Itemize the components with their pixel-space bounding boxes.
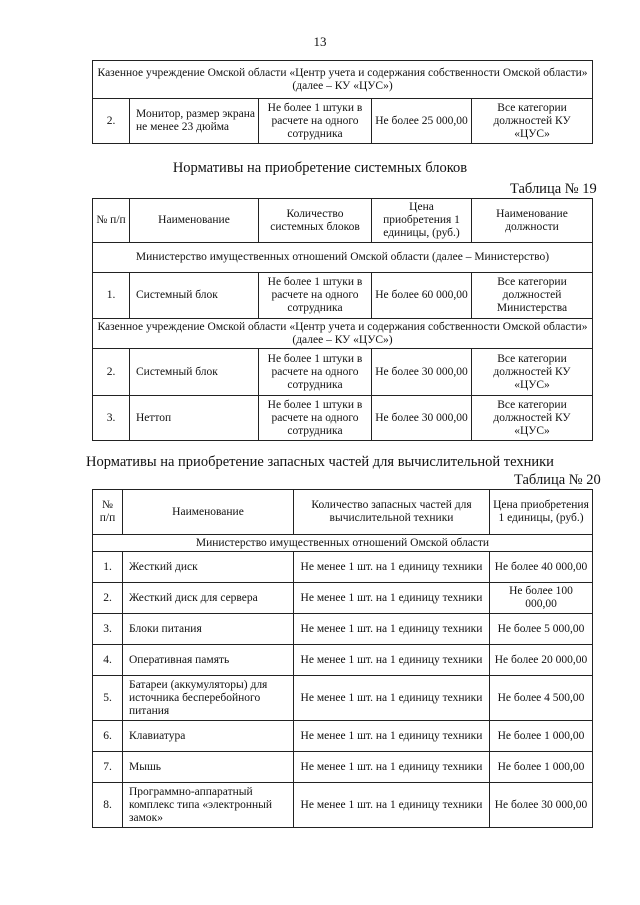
header-quantity: Количество запасных частей для вычислительной техники xyxy=(294,490,490,535)
header-price: Цена приобретения 1 единицы, (руб.) xyxy=(372,199,472,243)
table-row xyxy=(93,583,593,614)
item-quantity: Не менее 1 шт. на 1 единицу техники xyxy=(294,676,490,721)
table-row xyxy=(93,676,593,721)
item-name: Батареи (аккумуляторы) для источника бесперебойного питания xyxy=(123,676,294,721)
header-name: Наименование xyxy=(130,199,259,243)
item-price: Не более 30 000,00 xyxy=(372,349,472,396)
item-quantity: Не менее 1 шт. на 1 единицу техники xyxy=(294,583,490,614)
item-price: Не более 40 000,00 xyxy=(490,552,593,583)
item-name: Блоки питания xyxy=(123,614,294,645)
table-row xyxy=(93,99,593,144)
item-quantity: Не более 1 штуки в расчете на одного сотрудника xyxy=(259,349,372,396)
item-name: Жесткий диск для сервера xyxy=(123,583,294,614)
header-num: № п/п xyxy=(93,199,130,243)
table-row xyxy=(93,783,593,828)
item-price: Не более 25 000,00 xyxy=(372,99,472,144)
item-name: Жесткий диск xyxy=(123,552,294,583)
table-18-continuation xyxy=(92,60,593,144)
row-number: 8. xyxy=(93,783,123,828)
item-quantity: Не менее 1 шт. на 1 единицу техники xyxy=(294,721,490,752)
item-price: Не более 100 000,00 xyxy=(490,583,593,614)
item-name: Программно-аппаратный комплекс типа «электронный замок» xyxy=(123,783,294,828)
table-header-row xyxy=(93,199,593,243)
item-name: Мышь xyxy=(123,752,294,783)
item-name: Неттоп xyxy=(130,396,259,441)
item-name: Системный блок xyxy=(130,273,259,319)
table-row xyxy=(93,614,593,645)
item-quantity: Не менее 1 шт. на 1 единицу техники xyxy=(294,614,490,645)
item-quantity: Не более 1 штуки в расчете на одного сотрудника xyxy=(259,396,372,441)
row-number: 2. xyxy=(93,99,130,144)
row-number: 7. xyxy=(93,752,123,783)
row-number: 5. xyxy=(93,676,123,721)
table-row xyxy=(93,752,593,783)
table-19 xyxy=(92,198,593,441)
section-title: Казенное учреждение Омской области «Центр учета и содержания собственности Омской области» (далее – КУ «ЦУС») xyxy=(93,61,593,99)
header-quantity: Количество системных блоков xyxy=(259,199,372,243)
item-price: Не более 60 000,00 xyxy=(372,273,472,319)
item-price: Не более 1 000,00 xyxy=(490,752,593,783)
item-position: Все категории должностей КУ «ЦУС» xyxy=(472,396,593,441)
item-price: Не более 4 500,00 xyxy=(490,676,593,721)
table-row xyxy=(93,349,593,396)
item-price: Не более 30 000,00 xyxy=(490,783,593,828)
section-ministry: Министерство имущественных отношений Омской области xyxy=(93,535,593,552)
row-number: 2. xyxy=(93,583,123,614)
item-quantity: Не менее 1 шт. на 1 единицу техники xyxy=(294,552,490,583)
item-quantity: Не более 1 штуки в расчете на одного сотрудника xyxy=(259,99,372,144)
row-number: 4. xyxy=(93,645,123,676)
header-name: Наименование xyxy=(123,490,294,535)
table-row xyxy=(93,645,593,676)
item-name: Системный блок xyxy=(130,349,259,396)
table-row xyxy=(93,552,593,583)
item-quantity: Не менее 1 шт. на 1 единицу техники xyxy=(294,783,490,828)
item-price: Не более 1 000,00 xyxy=(490,721,593,752)
row-number: 2. xyxy=(93,349,130,396)
row-number: 1. xyxy=(93,273,130,319)
page-number: 13 xyxy=(313,34,327,49)
item-price: Не более 30 000,00 xyxy=(372,396,472,441)
table-row xyxy=(93,273,593,319)
item-quantity: Не более 1 штуки в расчете на одного сотрудника xyxy=(259,273,372,319)
header-price: Цена приобретения 1 единицы, (руб.) xyxy=(490,490,593,535)
item-name: Клавиатура xyxy=(123,721,294,752)
section-kucus: Казенное учреждение Омской области «Центр учета и содержания собственности Омской области» (далее – КУ «ЦУС») xyxy=(93,319,593,349)
header-position: Наименование должности xyxy=(472,199,593,243)
item-quantity: Не менее 1 шт. на 1 единицу техники xyxy=(294,752,490,783)
table-20 xyxy=(92,489,593,828)
table-row xyxy=(93,396,593,441)
table-header-row xyxy=(93,490,593,535)
item-quantity: Не менее 1 шт. на 1 единицу техники xyxy=(294,645,490,676)
item-position: Все категории должностей Министерства xyxy=(472,273,593,319)
row-number: 6. xyxy=(93,721,123,752)
section-ministry: Министерство имущественных отношений Омской области (далее – Министерство) xyxy=(93,243,593,273)
row-number: 1. xyxy=(93,552,123,583)
item-position: Все категории должностей КУ «ЦУС» xyxy=(472,349,593,396)
row-number: 3. xyxy=(93,396,130,441)
table-row xyxy=(93,721,593,752)
item-price: Не более 5 000,00 xyxy=(490,614,593,645)
heading-table-19: Нормативы на приобретение системных блоков xyxy=(172,160,468,176)
item-position: Все категории должностей КУ «ЦУС» xyxy=(472,99,593,144)
label-table-19: Таблица № 19 xyxy=(510,181,597,197)
item-name: Оперативная память xyxy=(123,645,294,676)
item-price: Не более 20 000,00 xyxy=(490,645,593,676)
item-name: Монитор, размер экрана не менее 23 дюйма xyxy=(130,99,259,144)
heading-table-20: Нормативы на приобретение запасных частей для вычислительной техники xyxy=(86,454,554,470)
label-table-20: Таблица № 20 xyxy=(514,472,601,488)
header-num: № п/п xyxy=(93,490,123,535)
row-number: 3. xyxy=(93,614,123,645)
